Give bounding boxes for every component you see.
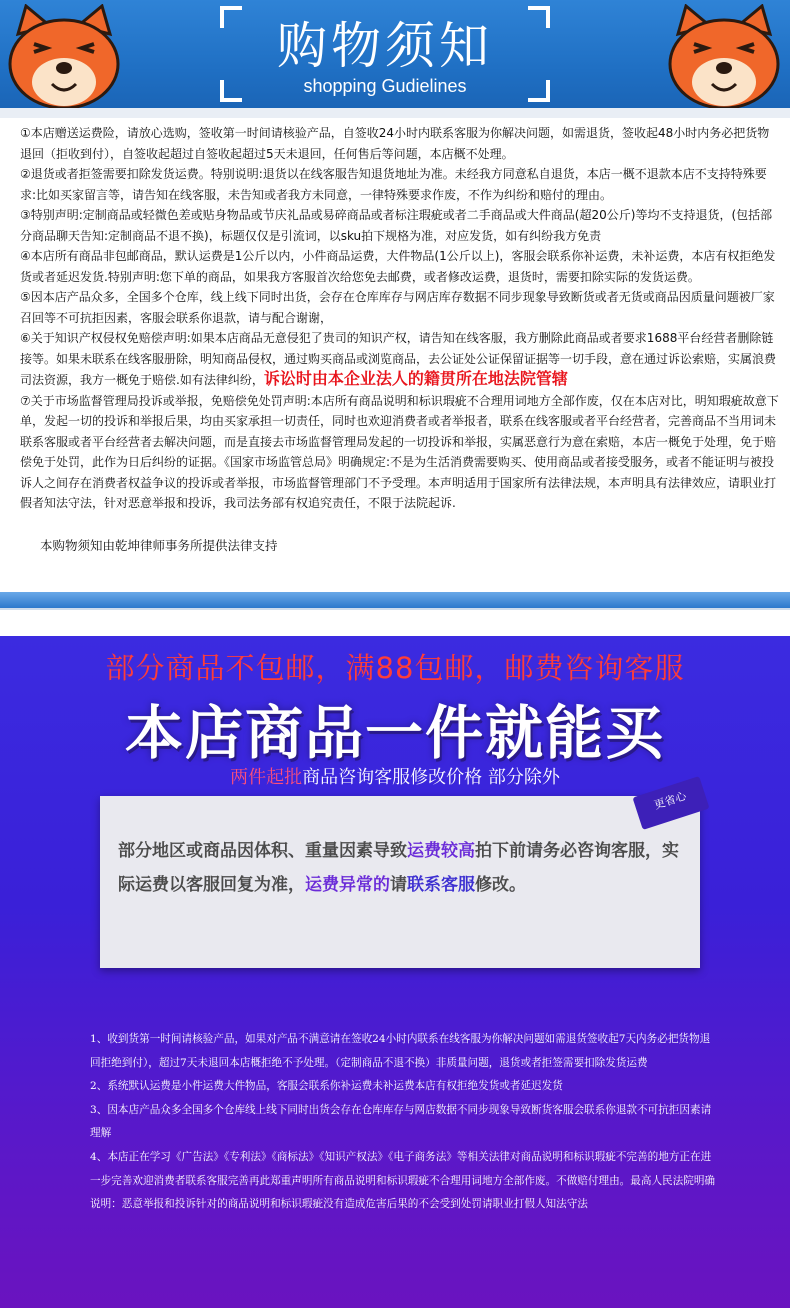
subline-text: 商品咨询客服修改价格 部分除外 <box>302 767 560 788</box>
fox-mascot-icon <box>664 4 784 112</box>
rule-item: 4、本店正在学习《广告法》《专利法》《商标法》《知识产权法》《电子商务法》等相关法律对商品说明和标识瑕疵不完善的地方正在进一步完善欢迎消费者联系客服完善再此郑重声明所有商品说明和标识瑕疵不合理用词地方全部作废。不做赔付理由。最高人民法院明确说明：恶意举报和投诉针对的商品说明和标识瑕疵没有造成危害后果的不会受到处罚请职业打假人知法守法 <box>90 1150 716 1211</box>
notice-paragraph-3: ③特别声明:定制商品或轻微色差或贴身物品或节庆礼品或易碎商品或者标注瑕疵或者二手商品或大件商品(超20公斤)等均不支持退货，(包括部分商品聊天告知:定制商品不退不换)，标题仅仅是引流词，以sku拍下规格为准，对应发货，如有纠纷我方免责 <box>20 208 773 243</box>
notice-paragraph-6 <box>20 328 780 391</box>
notice-paragraph-1: ①本店赠送运费险，请放心选购，签收第一时间请核验产品，自签收24小时内联系客服为你解决问题，如需退货，签收起48小时内务必把货物退回（拒收到付），自签收起超过自签收起超过5天未退回，任何售后等问题，本店概不处理。 <box>20 126 770 161</box>
rule-item: 1、收到货第一时间请核验产品，如果对产品不满意请在签收24小时内联系在线客服为你解决问题如需退货签收起7天内务必把货物退回拒绝到付），超过7天未退回本店概拒绝不予处理。（定制商品不退不换）非质量问题，退货或者拒签需要扣除发货运费 <box>90 1033 711 1069</box>
title-frame <box>220 6 550 102</box>
notice-paragraph-5: ⑤因本店产品众多，全国多个仓库，线上线下同时出货，会存在仓库库存与网店库存数据不同步现象导致断货或者无货或商品因质量问题被厂家召回等不可抗拒因素，客服会联系你退款，请与配合谢谢， <box>20 290 775 325</box>
card-highlight-contact: 联系客服 <box>407 875 475 895</box>
legal-credit: 本购物须知由乾坤律师事务所提供法律支持 <box>40 538 278 553</box>
page-subtitle: shopping Gudielines <box>303 76 467 96</box>
rule-item: 2、系统默认运费是小件运费大件物品，客服会联系你补运费未补运费本店有权拒绝发货或者延迟发货 <box>90 1080 563 1093</box>
poster-rules <box>90 1028 720 1217</box>
shipping-notice-card <box>100 789 700 968</box>
divider-line <box>0 608 790 610</box>
notice-text <box>20 123 780 514</box>
shipping-poster <box>0 636 790 1308</box>
page-title: 购物须知 <box>277 17 493 75</box>
section-divider <box>0 592 790 608</box>
notice-paragraph-4: ④本店所有商品非包邮商品，默认运费是1公斤以内，小件商品运费，大件物品(1公斤以上)，客服会联系你补运费，未补运费，本店有权拒绝发货或者延迟发货.特别声明:您下单的商品，如果我方客服首次给您免去邮费，或者修改运费，退货时，需要扣除实际的发货运费。 <box>20 249 776 284</box>
card-tag: 更省心 <box>632 776 709 830</box>
poster-headline: 本店商品一件就能买 <box>124 699 665 767</box>
notice-paragraph-7: ⑦关于市场监督管理局投诉或举报，免赔偿免处罚声明:本店所有商品说明和标识瑕疵不合理用词地方全部作废，仅在本店对比，明知瑕疵故意下单，发起一切的投诉和举报后果，均由买家承担一切责任，同时也欢迎消费者或者举报者，联系在线客服或者平台经营者，完善商品不当用词未联系客服或者平台经营者去解决问题，而是直接去市场监督管理局发起的一切投诉和举报，实属恶意行为意在索赔，本店一概免于处理，免于赔偿免于处罚，此作为日后纠纷的证据。《国家市场监管总局》明确规定:不是为生活消费需要购买、使用商品或者接受服务，或者不能证明与被投诉人之间存在消费者权益争议的投诉或者举报，市场监督管理部门不予受理。本声明适用于国家所有法律法规，本声明具有法律效应，请职业打假者知法守法，针对恶意举报和投诉，我司法务部有权追究责任，不限于法院起诉. <box>20 393 779 510</box>
notice-paragraph-2: ②退货或者拒签需要扣除发货运费。特别说明:退货以在线客服告知退货地址为准。未经我方同意私自退货，本店一概不退款本店不支持特殊要求:比如买家留言等，请告知在线客服，未告知或者我方未同意，一律特殊要求作废，不作为纠纷和赔付的理由。 <box>20 167 767 202</box>
jurisdiction-highlight: 诉讼时由本企业法人的籍贯所在地法院管辖 <box>263 369 568 388</box>
card-highlight-abnormal-fee: 运费异常的 <box>305 875 390 895</box>
header-banner <box>0 0 790 118</box>
shipping-banner-text: 部分商品不包邮，满88包邮，邮费咨询客服 <box>105 651 685 685</box>
rule-item: 3、因本店产品众多全国多个仓库线上线下同时出货会存在仓库库存与网店数据不同步现象导致断货客服会联系你退款不可抗拒因素请理解 <box>90 1103 712 1140</box>
card-text-part: 请 <box>390 875 407 895</box>
card-highlight-high-fee: 运费较高 <box>407 841 475 861</box>
card-text-part: 部分地区或商品因体积、重量因素导致 <box>118 841 407 861</box>
notice-paragraph-6-text: ⑥关于知识产权侵权免赔偿声明:如果本店商品无意侵犯了贵司的知识产权，请告知在线客服，我方删除此商品或者要求1688平台经营者删除链接等。如果未联系在线客服册除，明知商品侵权，通过购买商品或浏览商品，去公证处公证保留证据等一切手段，意在通过诉讼索赔，实属浪费司法资源，我方一概免于赔偿.如有法律纠纷， <box>20 331 777 387</box>
wholesale-label: 两件起批 <box>230 767 303 788</box>
fox-mascot-icon <box>4 4 124 112</box>
card-text-part: 修改。 <box>475 875 526 895</box>
card-text-part: 拍下前请务必咨询客服，实际运费以客服回复为准， <box>118 841 679 895</box>
card-text <box>118 834 688 902</box>
